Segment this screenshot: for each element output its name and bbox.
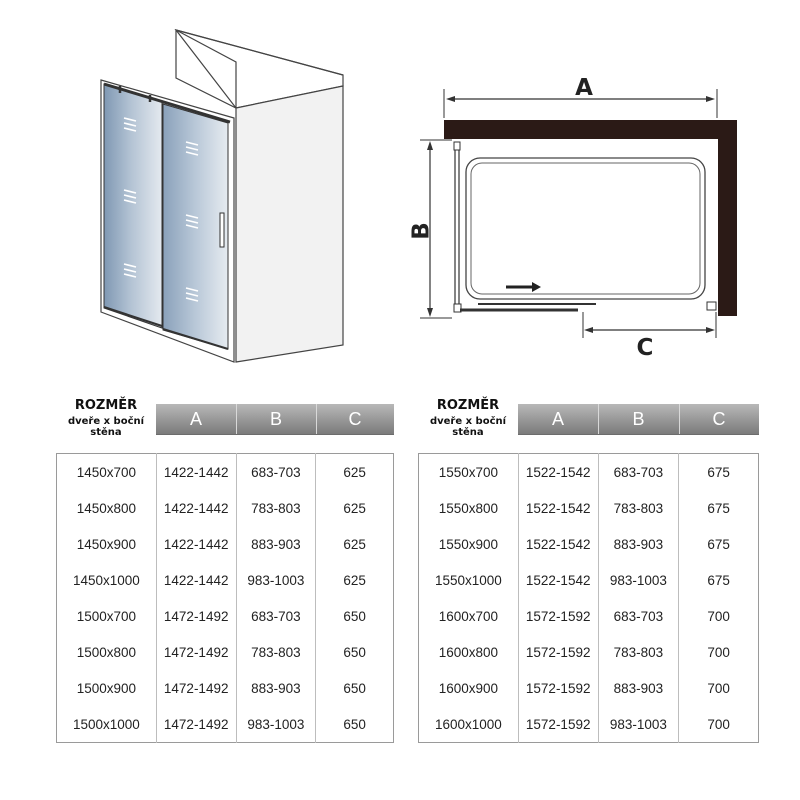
value-c-cell: 675 bbox=[679, 562, 759, 598]
table-row bbox=[419, 670, 759, 706]
size-cell: 1500x1000 bbox=[72, 716, 140, 732]
table-row bbox=[419, 598, 759, 634]
table-row bbox=[57, 490, 394, 526]
value-a-cell: 1572-1592 bbox=[518, 634, 598, 670]
shower-illustration bbox=[0, 0, 800, 392]
value-b-cell: 783-803 bbox=[236, 490, 316, 526]
value-a-cell: 1422-1442 bbox=[156, 490, 236, 526]
value-c-cell: 700 bbox=[679, 598, 759, 634]
value-c-cell: 650 bbox=[316, 670, 394, 706]
table-row bbox=[419, 490, 759, 526]
dimension-c-label: C bbox=[636, 335, 654, 361]
plan-wall-top bbox=[444, 120, 737, 139]
value-b-cell: 983-1003 bbox=[598, 562, 679, 598]
value-b-cell: 983-1003 bbox=[598, 706, 679, 743]
value-a-cell: 1422-1442 bbox=[156, 454, 236, 491]
shower-tray-outer bbox=[466, 158, 705, 299]
value-c-cell: 625 bbox=[316, 526, 394, 562]
value-a-cell: 1422-1442 bbox=[156, 562, 236, 598]
size-cell: 1600x900 bbox=[438, 680, 499, 696]
plan-wall-right bbox=[718, 120, 737, 316]
value-b-cell: 683-703 bbox=[236, 454, 316, 491]
value-b-cell: 683-703 bbox=[598, 598, 679, 634]
value-c-cell: 675 bbox=[679, 526, 759, 562]
table-title: ROZMĚR bbox=[74, 398, 138, 413]
side-wall bbox=[236, 86, 343, 362]
value-a-cell: 1472-1492 bbox=[156, 634, 236, 670]
dimension-table-body bbox=[56, 453, 394, 743]
value-b-cell: 683-703 bbox=[598, 454, 679, 491]
value-c-cell: 700 bbox=[679, 706, 759, 743]
table-row bbox=[57, 706, 394, 743]
value-b-cell: 983-1003 bbox=[236, 706, 316, 743]
value-c-cell: 650 bbox=[316, 706, 394, 743]
value-a-cell: 1422-1442 bbox=[156, 526, 236, 562]
size-cell: 1500x900 bbox=[76, 680, 137, 696]
column-header-a: A bbox=[189, 409, 202, 429]
size-cell: 1450x900 bbox=[76, 536, 137, 552]
table-row bbox=[419, 562, 759, 598]
dimension-table-right bbox=[418, 396, 759, 732]
value-c-cell: 700 bbox=[679, 670, 759, 706]
column-header-a: A bbox=[551, 409, 564, 429]
size-cell: 1450x700 bbox=[76, 464, 137, 480]
value-a-cell: 1472-1492 bbox=[156, 706, 236, 743]
value-a-cell: 1522-1542 bbox=[518, 490, 598, 526]
value-c-cell: 650 bbox=[316, 634, 394, 670]
value-a-cell: 1522-1542 bbox=[518, 526, 598, 562]
table-row bbox=[419, 706, 759, 743]
value-c-cell: 625 bbox=[316, 454, 394, 491]
value-a-cell: 1472-1492 bbox=[156, 598, 236, 634]
table-row bbox=[57, 598, 394, 634]
value-b-cell: 783-803 bbox=[598, 634, 679, 670]
table-title: ROZMĚR bbox=[436, 398, 500, 413]
dimension-b-label: B bbox=[408, 222, 435, 240]
value-a-cell: 1572-1592 bbox=[518, 670, 598, 706]
value-a-cell: 1522-1542 bbox=[518, 454, 598, 491]
value-c-cell: 675 bbox=[679, 454, 759, 491]
dimension-a-label: A bbox=[575, 75, 593, 101]
table-body bbox=[419, 454, 759, 743]
value-b-cell: 883-903 bbox=[236, 526, 316, 562]
size-cell: 1550x1000 bbox=[434, 572, 502, 588]
column-header-b: B bbox=[269, 409, 282, 429]
size-cell: 1550x800 bbox=[438, 500, 499, 516]
table-header bbox=[56, 396, 394, 436]
size-cell: 1500x800 bbox=[76, 644, 137, 660]
shower-perspective-view bbox=[101, 30, 343, 362]
column-header-c: C bbox=[348, 409, 362, 429]
sliding-glass-panel bbox=[163, 104, 228, 349]
size-cell: 1600x700 bbox=[438, 608, 499, 624]
value-b-cell: 983-1003 bbox=[236, 562, 316, 598]
column-header-c: C bbox=[712, 409, 726, 429]
table-subtitle: dveře x boční stěna bbox=[429, 416, 507, 438]
value-c-cell: 625 bbox=[316, 490, 394, 526]
value-b-cell: 883-903 bbox=[598, 670, 679, 706]
table-row bbox=[57, 454, 394, 491]
value-a-cell: 1522-1542 bbox=[518, 562, 598, 598]
value-b-cell: 883-903 bbox=[236, 670, 316, 706]
table-row bbox=[419, 634, 759, 670]
value-b-cell: 683-703 bbox=[236, 598, 316, 634]
table-body bbox=[57, 454, 394, 743]
table-row bbox=[419, 454, 759, 491]
size-cell: 1600x800 bbox=[438, 644, 499, 660]
table-row bbox=[57, 634, 394, 670]
size-cell: 1450x800 bbox=[76, 500, 137, 516]
value-a-cell: 1572-1592 bbox=[518, 598, 598, 634]
value-c-cell: 650 bbox=[316, 598, 394, 634]
value-c-cell: 700 bbox=[679, 634, 759, 670]
size-cell: 1600x1000 bbox=[434, 716, 502, 732]
table-row bbox=[419, 526, 759, 562]
value-b-cell: 783-803 bbox=[236, 634, 316, 670]
size-cell: 1450x1000 bbox=[72, 572, 140, 588]
table-row bbox=[57, 670, 394, 706]
table-header bbox=[418, 396, 759, 436]
value-a-cell: 1572-1592 bbox=[518, 706, 598, 743]
dimension-table-left bbox=[56, 396, 394, 732]
value-c-cell: 675 bbox=[679, 490, 759, 526]
value-b-cell: 783-803 bbox=[598, 490, 679, 526]
table-row bbox=[57, 526, 394, 562]
table-row bbox=[57, 562, 394, 598]
shower-plan-view bbox=[409, 75, 738, 361]
door-handle bbox=[220, 213, 224, 247]
dimension-table-body bbox=[418, 453, 759, 743]
size-cell: 1500x700 bbox=[76, 608, 137, 624]
size-cell: 1550x900 bbox=[438, 536, 499, 552]
column-header-b: B bbox=[632, 409, 645, 429]
value-c-cell: 625 bbox=[316, 562, 394, 598]
value-b-cell: 883-903 bbox=[598, 526, 679, 562]
table-subtitle: dveře x boční stěna bbox=[67, 416, 145, 438]
value-a-cell: 1472-1492 bbox=[156, 670, 236, 706]
size-cell: 1550x700 bbox=[438, 464, 499, 480]
